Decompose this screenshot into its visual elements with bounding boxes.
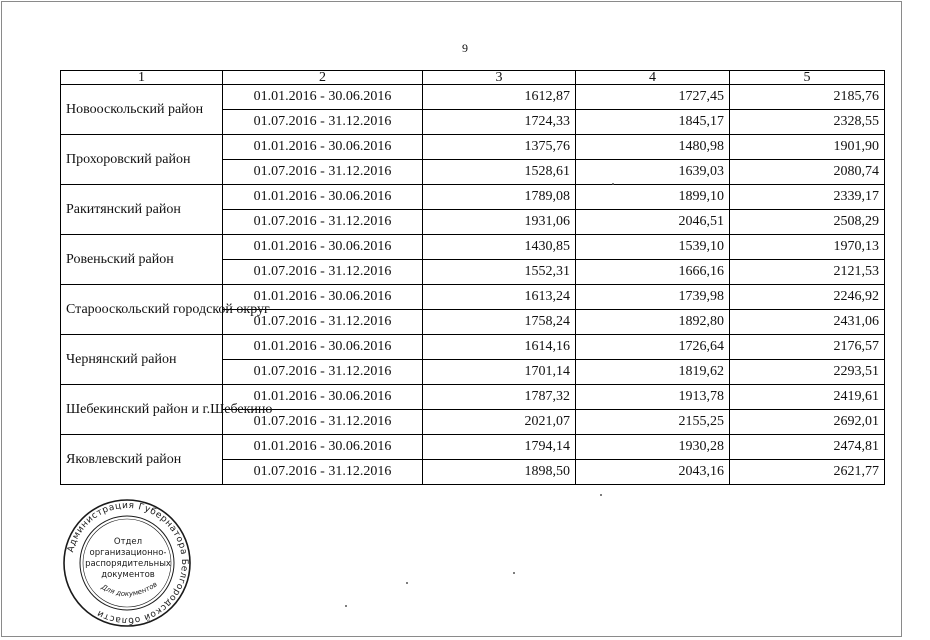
period-cell: 01.07.2016 - 31.12.2016	[223, 260, 423, 285]
value-col4-cell: 1913,78	[576, 385, 730, 410]
value-col5-cell: 2293,51	[730, 360, 885, 385]
value-col4-cell: 1739,98	[576, 285, 730, 310]
table-row	[61, 85, 885, 110]
value-col4-cell: 1639,03	[576, 160, 730, 185]
official-seal	[62, 498, 192, 628]
value-col4-cell: 1819,62	[576, 360, 730, 385]
svg-text:Для документов	[99, 580, 159, 598]
district-cell: Чернянский район	[61, 335, 223, 385]
table-row	[61, 135, 885, 160]
scan-speck	[406, 582, 408, 584]
period-cell: 01.07.2016 - 31.12.2016	[223, 210, 423, 235]
district-cell: Старооскольский городской округ	[61, 285, 223, 335]
value-col4-cell: 1727,45	[576, 85, 730, 110]
value-col3-cell: 1758,24	[423, 310, 576, 335]
value-col5-cell: 2339,17	[730, 185, 885, 210]
value-col4-cell: 2043,16	[576, 460, 730, 485]
value-col5-cell: 2474,81	[730, 435, 885, 460]
value-col5-cell: 2246,92	[730, 285, 885, 310]
period-cell: 01.01.2016 - 30.06.2016	[223, 135, 423, 160]
period-cell: 01.07.2016 - 31.12.2016	[223, 110, 423, 135]
table-row	[61, 185, 885, 210]
value-col3-cell: 1794,14	[423, 435, 576, 460]
table-body	[61, 85, 885, 485]
value-col4-cell: 1539,10	[576, 235, 730, 260]
seal-bottom-text: Для документов	[99, 580, 159, 599]
value-col3-cell: 1724,33	[423, 110, 576, 135]
value-col3-cell: 1614,16	[423, 335, 576, 360]
value-col4-cell: 2155,25	[576, 410, 730, 435]
value-col5-cell: 2080,74	[730, 160, 885, 185]
period-cell: 01.07.2016 - 31.12.2016	[223, 160, 423, 185]
table-row	[61, 435, 885, 460]
column-header-3: 3	[423, 71, 576, 85]
column-header-1: 1	[61, 71, 223, 85]
table-row	[61, 285, 885, 310]
column-header-5: 5	[730, 71, 885, 85]
seal-line-4: документов	[101, 570, 155, 580]
value-col3-cell: 1931,06	[423, 210, 576, 235]
table-row	[61, 235, 885, 260]
value-col3-cell: 1612,87	[423, 85, 576, 110]
period-cell: 01.01.2016 - 30.06.2016	[223, 85, 423, 110]
value-col5-cell: 2328,55	[730, 110, 885, 135]
period-cell: 01.01.2016 - 30.06.2016	[223, 335, 423, 360]
value-col3-cell: 1552,31	[423, 260, 576, 285]
table-row	[61, 335, 885, 360]
value-col4-cell: 1899,10	[576, 185, 730, 210]
tariff-table	[60, 70, 885, 485]
period-cell: 01.07.2016 - 31.12.2016	[223, 360, 423, 385]
period-cell: 01.01.2016 - 30.06.2016	[223, 235, 423, 260]
seal-line-2: организационно-	[89, 548, 167, 558]
value-col4-cell: 1892,80	[576, 310, 730, 335]
value-col3-cell: 1898,50	[423, 460, 576, 485]
value-col3-cell: 1375,76	[423, 135, 576, 160]
period-cell: 01.01.2016 - 30.06.2016	[223, 435, 423, 460]
value-col5-cell: 2621,77	[730, 460, 885, 485]
period-cell: 01.07.2016 - 31.12.2016	[223, 460, 423, 485]
value-col5-cell: 1901,90	[730, 135, 885, 160]
district-cell: Ровеньский район	[61, 235, 223, 285]
district-cell: Ракитянский район	[61, 185, 223, 235]
value-col5-cell: 1970,13	[730, 235, 885, 260]
value-col5-cell: 2419,61	[730, 385, 885, 410]
value-col5-cell: 2692,01	[730, 410, 885, 435]
column-header-4: 4	[576, 71, 730, 85]
value-col4-cell: 1726,64	[576, 335, 730, 360]
value-col3-cell: 1701,14	[423, 360, 576, 385]
period-cell: 01.07.2016 - 31.12.2016	[223, 410, 423, 435]
seal-line-1: Отдел	[113, 537, 143, 547]
scan-speck	[612, 183, 614, 185]
value-col5-cell: 2176,57	[730, 335, 885, 360]
district-cell: Новооскольский район	[61, 85, 223, 135]
value-col4-cell: 1666,16	[576, 260, 730, 285]
seal-line-3: распорядительных	[85, 559, 171, 569]
scan-speck	[600, 494, 602, 496]
district-cell: Шебекинский район и г.Шебекино	[61, 385, 223, 435]
value-col5-cell: 2508,29	[730, 210, 885, 235]
value-col4-cell: 2046,51	[576, 210, 730, 235]
table-header-row	[61, 71, 885, 85]
district-cell: Яковлевский район	[61, 435, 223, 485]
value-col3-cell: 1430,85	[423, 235, 576, 260]
value-col3-cell: 1787,32	[423, 385, 576, 410]
value-col4-cell: 1480,98	[576, 135, 730, 160]
district-cell: Прохоровский район	[61, 135, 223, 185]
value-col3-cell: 1528,61	[423, 160, 576, 185]
period-cell: 01.07.2016 - 31.12.2016	[223, 310, 423, 335]
value-col3-cell: 1789,08	[423, 185, 576, 210]
value-col5-cell: 2121,53	[730, 260, 885, 285]
value-col4-cell: 1845,17	[576, 110, 730, 135]
table-row	[61, 385, 885, 410]
period-cell: 01.01.2016 - 30.06.2016	[223, 185, 423, 210]
period-cell: 01.01.2016 - 30.06.2016	[223, 285, 423, 310]
value-col4-cell: 1930,28	[576, 435, 730, 460]
value-col5-cell: 2185,76	[730, 85, 885, 110]
value-col3-cell: 2021,07	[423, 410, 576, 435]
column-header-2: 2	[223, 71, 423, 85]
period-cell: 01.01.2016 - 30.06.2016	[223, 385, 423, 410]
value-col3-cell: 1613,24	[423, 285, 576, 310]
page-number: 9	[462, 41, 468, 55]
scan-speck	[345, 605, 347, 607]
value-col5-cell: 2431,06	[730, 310, 885, 335]
scan-speck	[513, 572, 515, 574]
seal-outer-text: Администрация Губернатора Белгородской области	[66, 500, 190, 626]
